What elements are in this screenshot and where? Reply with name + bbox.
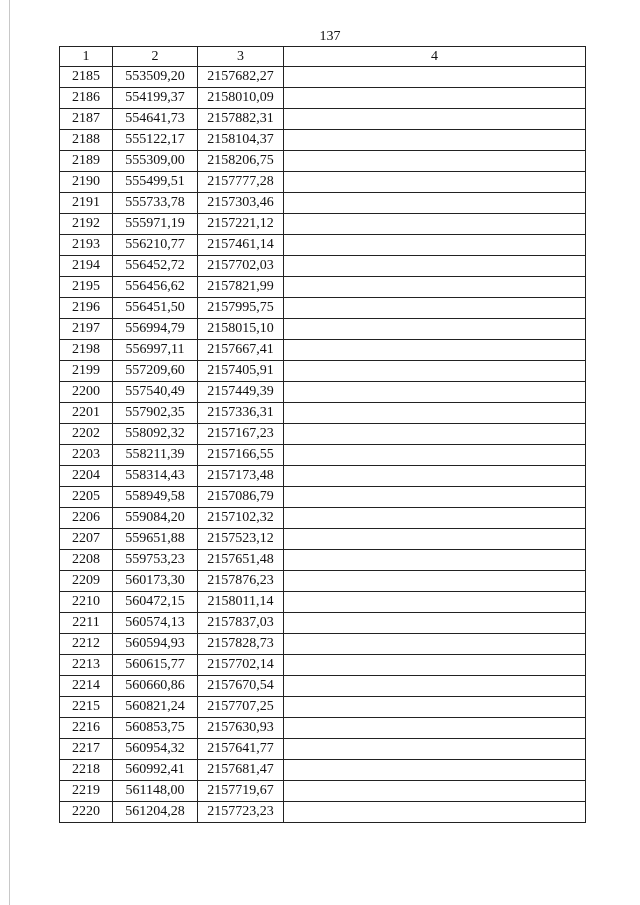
x-coordinate-cell: 556452,72 <box>113 256 198 277</box>
point-number-cell: 2200 <box>60 382 113 403</box>
x-coordinate-cell: 560954,32 <box>113 739 198 760</box>
y-coordinate-cell: 2157523,12 <box>198 529 284 550</box>
note-cell <box>284 466 586 487</box>
point-number-cell: 2194 <box>60 256 113 277</box>
x-coordinate-cell: 554199,37 <box>113 88 198 109</box>
y-coordinate-cell: 2158015,10 <box>198 319 284 340</box>
note-cell <box>284 655 586 676</box>
y-coordinate-cell: 2157821,99 <box>198 277 284 298</box>
x-coordinate-cell: 555971,19 <box>113 214 198 235</box>
table-row <box>60 172 586 193</box>
point-number-cell: 2208 <box>60 550 113 571</box>
table-row <box>60 319 586 340</box>
x-coordinate-cell: 557902,35 <box>113 403 198 424</box>
note-cell <box>284 571 586 592</box>
table-row <box>60 613 586 634</box>
note-cell <box>284 67 586 88</box>
note-cell <box>284 634 586 655</box>
table-row <box>60 508 586 529</box>
note-cell <box>284 487 586 508</box>
y-coordinate-cell: 2157630,93 <box>198 718 284 739</box>
table-row <box>60 424 586 445</box>
table-row <box>60 298 586 319</box>
y-coordinate-cell: 2157166,55 <box>198 445 284 466</box>
x-coordinate-cell: 560472,15 <box>113 592 198 613</box>
y-coordinate-cell: 2157449,39 <box>198 382 284 403</box>
y-coordinate-cell: 2157707,25 <box>198 697 284 718</box>
table-row <box>60 109 586 130</box>
x-coordinate-cell: 555499,51 <box>113 172 198 193</box>
table-row <box>60 361 586 382</box>
y-coordinate-cell: 2157167,23 <box>198 424 284 445</box>
note-cell <box>284 277 586 298</box>
x-coordinate-cell: 559753,23 <box>113 550 198 571</box>
note-cell <box>284 739 586 760</box>
point-number-cell: 2191 <box>60 193 113 214</box>
x-coordinate-cell: 560574,13 <box>113 613 198 634</box>
table-row <box>60 487 586 508</box>
x-coordinate-cell: 556456,62 <box>113 277 198 298</box>
y-coordinate-cell: 2157303,46 <box>198 193 284 214</box>
x-coordinate-cell: 560594,93 <box>113 634 198 655</box>
table-row <box>60 718 586 739</box>
point-number-cell: 2187 <box>60 109 113 130</box>
table-row <box>60 739 586 760</box>
point-number-cell: 2217 <box>60 739 113 760</box>
table-row <box>60 466 586 487</box>
table-row <box>60 277 586 298</box>
point-number-cell: 2201 <box>60 403 113 424</box>
y-coordinate-cell: 2157670,54 <box>198 676 284 697</box>
y-coordinate-cell: 2157221,12 <box>198 214 284 235</box>
y-coordinate-cell: 2157461,14 <box>198 235 284 256</box>
x-coordinate-cell: 560853,75 <box>113 718 198 739</box>
table-row <box>60 130 586 151</box>
note-cell <box>284 151 586 172</box>
y-coordinate-cell: 2157086,79 <box>198 487 284 508</box>
point-number-cell: 2213 <box>60 655 113 676</box>
note-cell <box>284 193 586 214</box>
point-number-cell: 2197 <box>60 319 113 340</box>
point-number-cell: 2214 <box>60 676 113 697</box>
note-cell <box>284 130 586 151</box>
y-coordinate-cell: 2157102,32 <box>198 508 284 529</box>
point-number-cell: 2211 <box>60 613 113 634</box>
x-coordinate-cell: 560821,24 <box>113 697 198 718</box>
x-coordinate-cell: 560615,77 <box>113 655 198 676</box>
x-coordinate-cell: 553509,20 <box>113 67 198 88</box>
y-coordinate-cell: 2157719,67 <box>198 781 284 802</box>
table-row <box>60 697 586 718</box>
point-number-cell: 2218 <box>60 760 113 781</box>
table-row <box>60 592 586 613</box>
y-coordinate-cell: 2157702,03 <box>198 256 284 277</box>
table-row <box>60 676 586 697</box>
y-coordinate-cell: 2157681,47 <box>198 760 284 781</box>
point-number-cell: 2207 <box>60 529 113 550</box>
x-coordinate-cell: 560173,30 <box>113 571 198 592</box>
column-header: 1 <box>60 47 113 67</box>
table-header-row <box>60 47 586 67</box>
y-coordinate-cell: 2157837,03 <box>198 613 284 634</box>
table-row <box>60 802 586 823</box>
table-row <box>60 340 586 361</box>
x-coordinate-cell: 559084,20 <box>113 508 198 529</box>
table-row <box>60 571 586 592</box>
note-cell <box>284 172 586 193</box>
note-cell <box>284 760 586 781</box>
note-cell <box>284 361 586 382</box>
table-row <box>60 403 586 424</box>
y-coordinate-cell: 2157723,23 <box>198 802 284 823</box>
note-cell <box>284 298 586 319</box>
table-row <box>60 529 586 550</box>
note-cell <box>284 550 586 571</box>
x-coordinate-cell: 560660,86 <box>113 676 198 697</box>
y-coordinate-cell: 2157682,27 <box>198 67 284 88</box>
y-coordinate-cell: 2157336,31 <box>198 403 284 424</box>
x-coordinate-cell: 558949,58 <box>113 487 198 508</box>
x-coordinate-cell: 561204,28 <box>113 802 198 823</box>
point-number-cell: 2206 <box>60 508 113 529</box>
y-coordinate-cell: 2157777,28 <box>198 172 284 193</box>
x-coordinate-cell: 555309,00 <box>113 151 198 172</box>
point-number-cell: 2215 <box>60 697 113 718</box>
note-cell <box>284 613 586 634</box>
y-coordinate-cell: 2157641,77 <box>198 739 284 760</box>
note-cell <box>284 718 586 739</box>
point-number-cell: 2202 <box>60 424 113 445</box>
column-header: 3 <box>198 47 284 67</box>
x-coordinate-cell: 556210,77 <box>113 235 198 256</box>
table-row <box>60 781 586 802</box>
y-coordinate-cell: 2157702,14 <box>198 655 284 676</box>
x-coordinate-cell: 557209,60 <box>113 361 198 382</box>
point-number-cell: 2188 <box>60 130 113 151</box>
x-coordinate-cell: 559651,88 <box>113 529 198 550</box>
table-row <box>60 151 586 172</box>
x-coordinate-cell: 554641,73 <box>113 109 198 130</box>
x-coordinate-cell: 558092,32 <box>113 424 198 445</box>
point-number-cell: 2216 <box>60 718 113 739</box>
table-row <box>60 445 586 466</box>
point-number-cell: 2185 <box>60 67 113 88</box>
page-number: 137 <box>319 29 341 44</box>
column-header: 4 <box>284 47 586 67</box>
y-coordinate-cell: 2157876,23 <box>198 571 284 592</box>
point-number-cell: 2212 <box>60 634 113 655</box>
y-coordinate-cell: 2157405,91 <box>198 361 284 382</box>
note-cell <box>284 697 586 718</box>
y-coordinate-cell: 2157882,31 <box>198 109 284 130</box>
table-row <box>60 88 586 109</box>
note-cell <box>284 214 586 235</box>
note-cell <box>284 319 586 340</box>
point-number-cell: 2190 <box>60 172 113 193</box>
table-row <box>60 67 586 88</box>
point-number-cell: 2219 <box>60 781 113 802</box>
note-cell <box>284 256 586 277</box>
note-cell <box>284 340 586 361</box>
table-row <box>60 214 586 235</box>
y-coordinate-cell: 2158011,14 <box>198 592 284 613</box>
table-row <box>60 550 586 571</box>
point-number-cell: 2189 <box>60 151 113 172</box>
point-number-cell: 2193 <box>60 235 113 256</box>
x-coordinate-cell: 558211,39 <box>113 445 198 466</box>
x-coordinate-cell: 560992,41 <box>113 760 198 781</box>
x-coordinate-cell: 555733,78 <box>113 193 198 214</box>
point-number-cell: 2220 <box>60 802 113 823</box>
x-coordinate-cell: 558314,43 <box>113 466 198 487</box>
table-row <box>60 760 586 781</box>
x-coordinate-cell: 561148,00 <box>113 781 198 802</box>
y-coordinate-cell: 2157995,75 <box>198 298 284 319</box>
note-cell <box>284 424 586 445</box>
note-cell <box>284 235 586 256</box>
y-coordinate-cell: 2157828,73 <box>198 634 284 655</box>
point-number-cell: 2203 <box>60 445 113 466</box>
table-row <box>60 382 586 403</box>
x-coordinate-cell: 557540,49 <box>113 382 198 403</box>
y-coordinate-cell: 2158010,09 <box>198 88 284 109</box>
note-cell <box>284 109 586 130</box>
table-row <box>60 655 586 676</box>
point-number-cell: 2198 <box>60 340 113 361</box>
note-cell <box>284 445 586 466</box>
point-number-cell: 2209 <box>60 571 113 592</box>
note-cell <box>284 529 586 550</box>
table-row <box>60 634 586 655</box>
x-coordinate-cell: 555122,17 <box>113 130 198 151</box>
note-cell <box>284 802 586 823</box>
y-coordinate-cell: 2158206,75 <box>198 151 284 172</box>
coordinates-table <box>59 46 586 823</box>
point-number-cell: 2196 <box>60 298 113 319</box>
point-number-cell: 2186 <box>60 88 113 109</box>
note-cell <box>284 508 586 529</box>
note-cell <box>284 382 586 403</box>
x-coordinate-cell: 556997,11 <box>113 340 198 361</box>
page-edge-line <box>9 0 10 905</box>
point-number-cell: 2210 <box>60 592 113 613</box>
column-header: 2 <box>113 47 198 67</box>
point-number-cell: 2192 <box>60 214 113 235</box>
y-coordinate-cell: 2157667,41 <box>198 340 284 361</box>
note-cell <box>284 403 586 424</box>
note-cell <box>284 781 586 802</box>
table-body <box>60 47 586 823</box>
y-coordinate-cell: 2157173,48 <box>198 466 284 487</box>
table-row <box>60 256 586 277</box>
note-cell <box>284 88 586 109</box>
y-coordinate-cell: 2158104,37 <box>198 130 284 151</box>
x-coordinate-cell: 556451,50 <box>113 298 198 319</box>
table-row <box>60 193 586 214</box>
point-number-cell: 2205 <box>60 487 113 508</box>
y-coordinate-cell: 2157651,48 <box>198 550 284 571</box>
x-coordinate-cell: 556994,79 <box>113 319 198 340</box>
point-number-cell: 2204 <box>60 466 113 487</box>
point-number-cell: 2199 <box>60 361 113 382</box>
note-cell <box>284 592 586 613</box>
table-row <box>60 235 586 256</box>
point-number-cell: 2195 <box>60 277 113 298</box>
note-cell <box>284 676 586 697</box>
